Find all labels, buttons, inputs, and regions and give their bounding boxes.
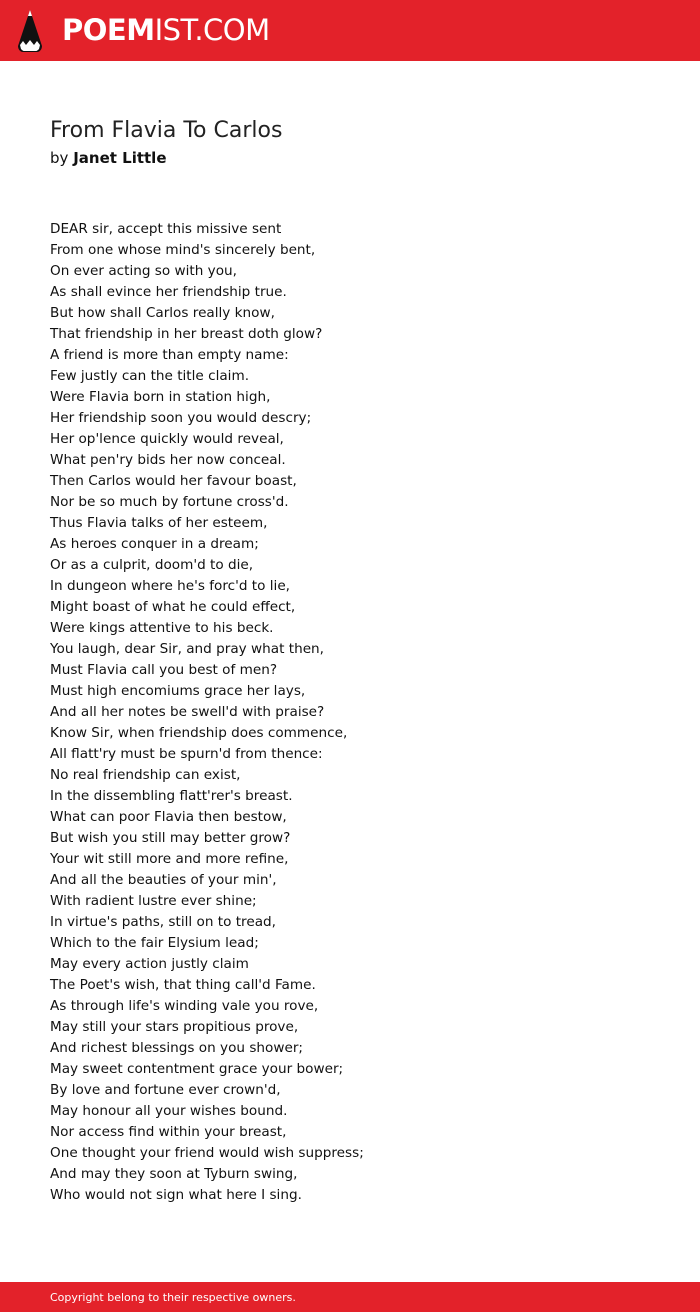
poem-line: On ever acting so with you, — [50, 263, 237, 279]
poem-line: Were Flavia born in station high, — [50, 389, 271, 405]
poem-author: Janet Little — [73, 149, 167, 167]
poem-line: From one whose mind's sincerely bent, — [50, 242, 316, 258]
copyright-text: Copyright belong to their respective owners. — [50, 1291, 296, 1304]
poem-line: May sweet contentment grace your bower; — [50, 1061, 344, 1077]
pencil-tip-icon[interactable] — [18, 10, 42, 52]
poem-line: Her op'lence quickly would reveal, — [50, 431, 284, 447]
poem-line: Who would not sign what here I sing. — [50, 1187, 302, 1203]
poem-title: From Flavia To Carlos — [50, 118, 283, 143]
poem-body — [50, 219, 670, 1206]
poem-line: Were kings attentive to his beck. — [50, 620, 274, 636]
poem-line: Might boast of what he could effect, — [50, 599, 296, 615]
poem-line: Which to the fair Elysium lead; — [50, 935, 259, 951]
poem-line: What pen'ry bids her now conceal. — [50, 452, 286, 468]
logo-light-text: IST.COM — [154, 13, 270, 47]
poem-byline — [50, 148, 167, 169]
by-label: by — [50, 149, 69, 167]
poem-line: And richest blessings on you shower; — [50, 1040, 303, 1056]
poem-line: And may they soon at Tyburn swing, — [50, 1166, 298, 1182]
poem-line: May honour all your wishes bound. — [50, 1103, 288, 1119]
poem-line: All flatt'ry must be spurn'd from thence: — [50, 746, 323, 762]
poem-line: You laugh, dear Sir, and pray what then, — [50, 641, 324, 657]
poem-line: And all her notes be swell'd with praise? — [50, 704, 325, 720]
poem-line: With radient lustre ever shine; — [50, 893, 257, 909]
poem-line: As heroes conquer in a dream; — [50, 536, 259, 552]
poem-line: Thus Flavia talks of her esteem, — [50, 515, 268, 531]
poem-line: Nor access find within your breast, — [50, 1124, 287, 1140]
poem-line: By love and fortune ever crown'd, — [50, 1082, 281, 1098]
poem-line: Know Sir, when friendship does commence, — [50, 725, 348, 741]
poem-line: May every action justly claim — [50, 956, 249, 972]
poem-line: A friend is more than empty name: — [50, 347, 289, 363]
poem-line: Nor be so much by fortune cross'd. — [50, 494, 289, 510]
poem-line: Or as a culprit, doom'd to die, — [50, 557, 254, 573]
site-logo[interactable] — [62, 12, 270, 48]
poem-line: Few justly can the title claim. — [50, 368, 250, 384]
poem-line: Your wit still more and more refine, — [50, 851, 289, 867]
poem-line: The Poet's wish, that thing call'd Fame. — [50, 977, 316, 993]
poem-line: May still your stars propitious prove, — [50, 1019, 299, 1035]
poem-line: Then Carlos would her favour boast, — [50, 473, 297, 489]
site-header — [0, 0, 700, 61]
site-footer — [0, 1282, 700, 1312]
poem-line: No real friendship can exist, — [50, 767, 241, 783]
poem-line: In the dissembling flatt'rer's breast. — [50, 788, 293, 804]
poem-line: That friendship in her breast doth glow? — [50, 326, 323, 342]
poem-line: What can poor Flavia then bestow, — [50, 809, 287, 825]
logo-bold-text: POEM — [62, 13, 155, 47]
poem-line: And all the beauties of your min', — [50, 872, 277, 888]
poem-line: As shall evince her friendship true. — [50, 284, 287, 300]
poem-line: In virtue's paths, still on to tread, — [50, 914, 276, 930]
poem-line: Must Flavia call you best of men? — [50, 662, 278, 678]
poem-line: But wish you still may better grow? — [50, 830, 291, 846]
poem-line: But how shall Carlos really know, — [50, 305, 275, 321]
poem-line: Her friendship soon you would descry; — [50, 410, 312, 426]
poem-line: In dungeon where he's forc'd to lie, — [50, 578, 291, 594]
poem-line: DEAR sir, accept this missive sent — [50, 221, 282, 237]
poem-line: One thought your friend would wish suppress; — [50, 1145, 364, 1161]
poem-line: As through life's winding vale you rove, — [50, 998, 319, 1014]
poem-line: Must high encomiums grace her lays, — [50, 683, 306, 699]
